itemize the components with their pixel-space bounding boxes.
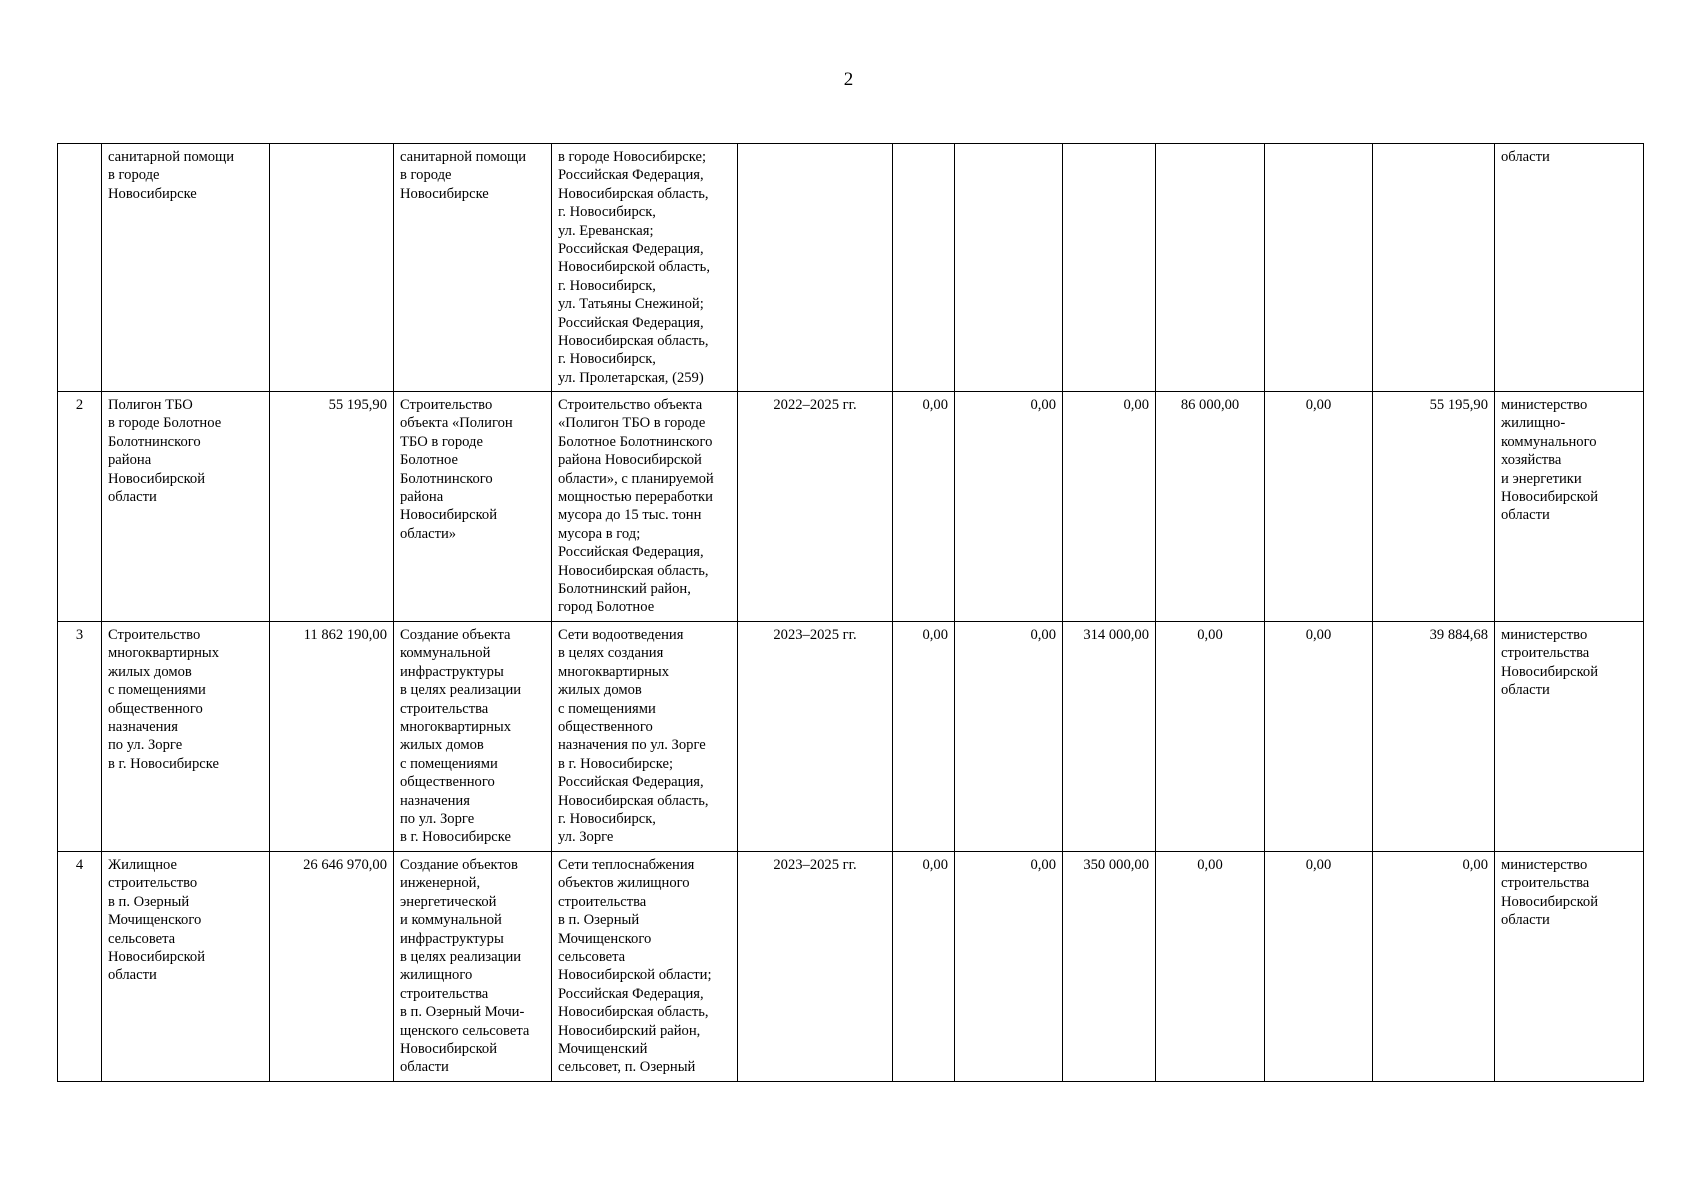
implementation-period: 2023–2025 гг.: [738, 622, 893, 852]
project-purpose: Создание объектов инженерной, энергетической и коммунальной инфраструктуры в целях реализации жилищного строительства в п. Озерный Мочи- щенского сельсовета Новосибирской области: [394, 852, 552, 1082]
amount-3: [1063, 144, 1156, 392]
estimated-cost: 26 646 970,00: [270, 852, 394, 1082]
implementation-period: [738, 144, 893, 392]
estimated-cost: 11 862 190,00: [270, 622, 394, 852]
amount-5: 0,00: [1265, 852, 1373, 1082]
object-name: Строительство многоквартирных жилых домов с помещениями общественного назначения по ул. Зорге в г. Новосибирске: [102, 622, 270, 852]
amount-5: 0,00: [1265, 392, 1373, 622]
page-number: 2: [843, 69, 854, 90]
amount-2: [955, 144, 1063, 392]
row-number: 2: [58, 392, 102, 622]
amount-5: [1265, 144, 1373, 392]
amount-1: [893, 144, 955, 392]
table-row: [58, 622, 1644, 852]
amount-2: 0,00: [955, 392, 1063, 622]
amount-6: 39 884,68: [1373, 622, 1495, 852]
estimated-cost: 55 195,90: [270, 392, 394, 622]
table-row: [58, 392, 1644, 622]
object-location: Сети водоотведения в целях создания многоквартирных жилых домов с помещениями общественного назначения по ул. Зорге в г. Новосибирске; Российская Федерация, Новосибирская область, г. Новосибирск, ул. Зорге: [552, 622, 738, 852]
amount-6: [1373, 144, 1495, 392]
object-name: санитарной помощи в городе Новосибирске: [102, 144, 270, 392]
row-number: [58, 144, 102, 392]
project-purpose: санитарной помощи в городе Новосибирске: [394, 144, 552, 392]
amount-1: 0,00: [893, 622, 955, 852]
object-location: Строительство объекта «Полигон ТБО в городе Болотное Болотнинского района Новосибирской области», с планируемой мощностью переработки мусора до 15 тыс. тонн мусора в год; Российская Федерация, Новосибирская область, Болотнинский район, город Болотное: [552, 392, 738, 622]
row-number: 3: [58, 622, 102, 852]
projects-table: [57, 143, 1644, 1082]
table-row: [58, 852, 1644, 1082]
amount-2: 0,00: [955, 622, 1063, 852]
object-location: Сети теплоснабжения объектов жилищного строительства в п. Озерный Мочищенского сельсовета Новосибирской области; Российская Федерация, Новосибирская область, Новосибирский район, Мочищенский сельсовет, п. Озерный: [552, 852, 738, 1082]
implementation-period: 2022–2025 гг.: [738, 392, 893, 622]
amount-1: 0,00: [893, 392, 955, 622]
object-name: Полигон ТБО в городе Болотное Болотнинского района Новосибирской области: [102, 392, 270, 622]
amount-4: 0,00: [1156, 622, 1265, 852]
implementation-period: 2023–2025 гг.: [738, 852, 893, 1082]
estimated-cost: [270, 144, 394, 392]
amount-4: 86 000,00: [1156, 392, 1265, 622]
amount-6: 0,00: [1373, 852, 1495, 1082]
responsible-agency: министерство жилищно- коммунального хозяйства и энергетики Новосибирской области: [1495, 392, 1644, 622]
amount-4: 0,00: [1156, 852, 1265, 1082]
amount-5: 0,00: [1265, 622, 1373, 852]
row-number: 4: [58, 852, 102, 1082]
table-row: [58, 144, 1644, 392]
object-name: Жилищное строительство в п. Озерный Мочищенского сельсовета Новосибирской области: [102, 852, 270, 1082]
responsible-agency: министерство строительства Новосибирской области: [1495, 852, 1644, 1082]
amount-4: [1156, 144, 1265, 392]
project-purpose: Строительство объекта «Полигон ТБО в городе Болотное Болотнинского района Новосибирской области»: [394, 392, 552, 622]
amount-1: 0,00: [893, 852, 955, 1082]
amount-3: 0,00: [1063, 392, 1156, 622]
amount-3: 350 000,00: [1063, 852, 1156, 1082]
amount-2: 0,00: [955, 852, 1063, 1082]
amount-3: 314 000,00: [1063, 622, 1156, 852]
project-purpose: Создание объекта коммунальной инфраструктуры в целях реализации строительства многоквартирных жилых домов с помещениями общественного назначения по ул. Зорге в г. Новосибирске: [394, 622, 552, 852]
object-location: в городе Новосибирске; Российская Федерация, Новосибирская область, г. Новосибирск, ул. Ереванская; Российская Федерация, Новосибирской область, г. Новосибирск, ул. Татьяны Снежиной; Российская Федерация, Новосибирская область, г. Новосибирск, ул. Пролетарская, (259): [552, 144, 738, 392]
responsible-agency: министерство строительства Новосибирской области: [1495, 622, 1644, 852]
responsible-agency: области: [1495, 144, 1644, 392]
amount-6: 55 195,90: [1373, 392, 1495, 622]
